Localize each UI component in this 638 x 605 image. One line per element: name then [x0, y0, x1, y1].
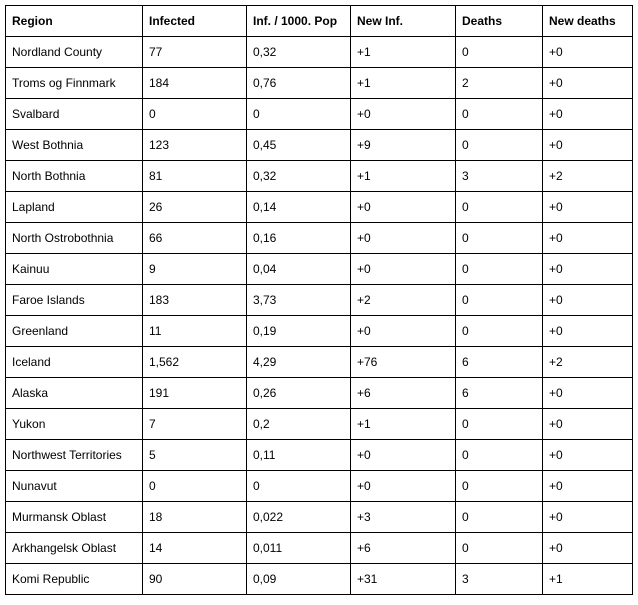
- table-row: [6, 192, 633, 223]
- cell-inf-per-1000-pop: 0,14: [247, 192, 351, 223]
- cell-region: Svalbard: [6, 99, 143, 130]
- cell-region: Nordland County: [6, 37, 143, 68]
- cell-infected: 184: [143, 68, 247, 99]
- cell-new-inf: +0: [351, 223, 456, 254]
- cell-deaths: 0: [456, 223, 543, 254]
- cell-region: Troms og Finnmark: [6, 68, 143, 99]
- cell-new-deaths: +0: [543, 37, 633, 68]
- cell-deaths: 0: [456, 502, 543, 533]
- header-region: Region: [6, 6, 143, 37]
- cell-new-deaths: +0: [543, 378, 633, 409]
- cell-region: Arkhangelsk Oblast: [6, 533, 143, 564]
- cell-infected: 183: [143, 285, 247, 316]
- cell-new-deaths: +0: [543, 316, 633, 347]
- cell-infected: 81: [143, 161, 247, 192]
- header-new-deaths: New deaths: [543, 6, 633, 37]
- cell-new-deaths: +0: [543, 223, 633, 254]
- cell-inf-per-1000-pop: 0,04: [247, 254, 351, 285]
- cell-deaths: 0: [456, 533, 543, 564]
- cell-infected: 90: [143, 564, 247, 595]
- cell-inf-per-1000-pop: 0: [247, 99, 351, 130]
- cell-region: Alaska: [6, 378, 143, 409]
- table-row: [6, 564, 633, 595]
- cell-new-inf: +0: [351, 99, 456, 130]
- cell-region: Lapland: [6, 192, 143, 223]
- table-row: [6, 502, 633, 533]
- cell-deaths: 0: [456, 440, 543, 471]
- cell-new-inf: +1: [351, 161, 456, 192]
- cell-inf-per-1000-pop: 0,26: [247, 378, 351, 409]
- cell-new-inf: +2: [351, 285, 456, 316]
- cell-infected: 11: [143, 316, 247, 347]
- cell-deaths: 2: [456, 68, 543, 99]
- cell-deaths: 3: [456, 161, 543, 192]
- cell-region: Iceland: [6, 347, 143, 378]
- covid-region-table: [5, 5, 633, 595]
- cell-infected: 1,562: [143, 347, 247, 378]
- cell-inf-per-1000-pop: 0,45: [247, 130, 351, 161]
- cell-infected: 26: [143, 192, 247, 223]
- cell-new-deaths: +0: [543, 254, 633, 285]
- table-row: [6, 316, 633, 347]
- table-body: [6, 37, 633, 595]
- cell-infected: 66: [143, 223, 247, 254]
- table-row: [6, 533, 633, 564]
- cell-deaths: 6: [456, 378, 543, 409]
- cell-infected: 9: [143, 254, 247, 285]
- cell-infected: 123: [143, 130, 247, 161]
- table-container: [5, 5, 633, 595]
- cell-deaths: 6: [456, 347, 543, 378]
- cell-new-deaths: +0: [543, 68, 633, 99]
- cell-new-deaths: +0: [543, 502, 633, 533]
- cell-inf-per-1000-pop: 0,32: [247, 161, 351, 192]
- header-infected: Infected: [143, 6, 247, 37]
- cell-infected: 5: [143, 440, 247, 471]
- table-row: [6, 378, 633, 409]
- cell-inf-per-1000-pop: 0,11: [247, 440, 351, 471]
- cell-infected: 14: [143, 533, 247, 564]
- cell-new-deaths: +2: [543, 161, 633, 192]
- table-row: [6, 99, 633, 130]
- cell-region: Komi Republic: [6, 564, 143, 595]
- cell-deaths: 0: [456, 37, 543, 68]
- cell-new-inf: +0: [351, 316, 456, 347]
- cell-deaths: 0: [456, 471, 543, 502]
- cell-infected: 191: [143, 378, 247, 409]
- table-row: [6, 223, 633, 254]
- cell-deaths: 0: [456, 316, 543, 347]
- table-row: [6, 347, 633, 378]
- cell-deaths: 3: [456, 564, 543, 595]
- cell-inf-per-1000-pop: 4,29: [247, 347, 351, 378]
- cell-new-inf: +0: [351, 254, 456, 285]
- cell-region: North Bothnia: [6, 161, 143, 192]
- table-row: [6, 471, 633, 502]
- table-row: [6, 440, 633, 471]
- cell-inf-per-1000-pop: 0,16: [247, 223, 351, 254]
- cell-region: Murmansk Oblast: [6, 502, 143, 533]
- cell-region: North Ostrobothnia: [6, 223, 143, 254]
- cell-new-inf: +1: [351, 37, 456, 68]
- cell-new-inf: +9: [351, 130, 456, 161]
- cell-inf-per-1000-pop: 0,022: [247, 502, 351, 533]
- cell-new-deaths: +0: [543, 533, 633, 564]
- cell-infected: 0: [143, 471, 247, 502]
- table-row: [6, 130, 633, 161]
- cell-region: Nunavut: [6, 471, 143, 502]
- cell-deaths: 0: [456, 254, 543, 285]
- cell-infected: 77: [143, 37, 247, 68]
- cell-inf-per-1000-pop: 0: [247, 471, 351, 502]
- table-row: [6, 409, 633, 440]
- cell-deaths: 0: [456, 130, 543, 161]
- cell-inf-per-1000-pop: 0,09: [247, 564, 351, 595]
- table-row: [6, 254, 633, 285]
- cell-region: Northwest Territories: [6, 440, 143, 471]
- table-row: [6, 161, 633, 192]
- cell-region: Greenland: [6, 316, 143, 347]
- cell-deaths: 0: [456, 285, 543, 316]
- table-row: [6, 37, 633, 68]
- cell-new-deaths: +1: [543, 564, 633, 595]
- cell-inf-per-1000-pop: 0,011: [247, 533, 351, 564]
- cell-infected: 0: [143, 99, 247, 130]
- cell-new-inf: +31: [351, 564, 456, 595]
- cell-deaths: 0: [456, 99, 543, 130]
- cell-infected: 18: [143, 502, 247, 533]
- cell-region: Kainuu: [6, 254, 143, 285]
- cell-deaths: 0: [456, 409, 543, 440]
- cell-new-inf: +0: [351, 471, 456, 502]
- cell-deaths: 0: [456, 192, 543, 223]
- cell-new-deaths: +0: [543, 192, 633, 223]
- cell-region: Faroe Islands: [6, 285, 143, 316]
- table-row: [6, 285, 633, 316]
- cell-new-inf: +76: [351, 347, 456, 378]
- header-inf-per-1000-pop: Inf. / 1000. Pop: [247, 6, 351, 37]
- cell-inf-per-1000-pop: 0,32: [247, 37, 351, 68]
- cell-inf-per-1000-pop: 0,76: [247, 68, 351, 99]
- cell-new-deaths: +0: [543, 471, 633, 502]
- cell-inf-per-1000-pop: 3,73: [247, 285, 351, 316]
- cell-new-inf: +0: [351, 192, 456, 223]
- cell-new-inf: +3: [351, 502, 456, 533]
- cell-new-deaths: +0: [543, 409, 633, 440]
- cell-inf-per-1000-pop: 0,2: [247, 409, 351, 440]
- cell-region: Yukon: [6, 409, 143, 440]
- cell-new-inf: +6: [351, 378, 456, 409]
- cell-new-deaths: +0: [543, 285, 633, 316]
- cell-new-inf: +0: [351, 440, 456, 471]
- cell-new-deaths: +0: [543, 440, 633, 471]
- cell-new-deaths: +0: [543, 99, 633, 130]
- header-deaths: Deaths: [456, 6, 543, 37]
- cell-infected: 7: [143, 409, 247, 440]
- cell-new-inf: +6: [351, 533, 456, 564]
- cell-new-inf: +1: [351, 409, 456, 440]
- header-row: [6, 6, 633, 37]
- cell-inf-per-1000-pop: 0,19: [247, 316, 351, 347]
- cell-new-deaths: +2: [543, 347, 633, 378]
- cell-new-deaths: +0: [543, 130, 633, 161]
- header-new-inf: New Inf.: [351, 6, 456, 37]
- table-row: [6, 68, 633, 99]
- cell-new-inf: +1: [351, 68, 456, 99]
- cell-region: West Bothnia: [6, 130, 143, 161]
